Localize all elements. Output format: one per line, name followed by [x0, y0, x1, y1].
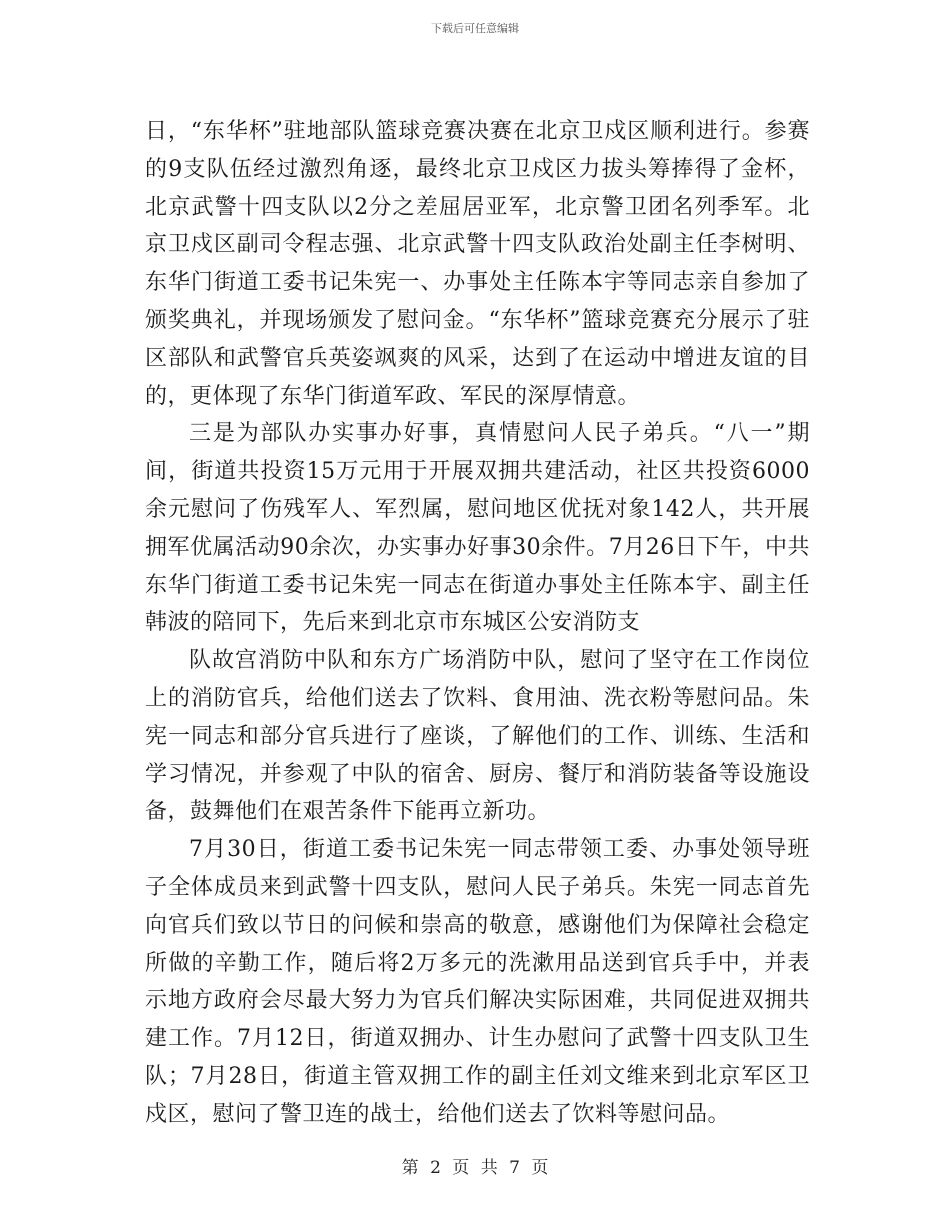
paragraph-3: 队故宫消防中队和东方广场消防中队，慰问了坚守在工作岗位上的消防官兵，给他们送去了饮料、食用油、洗衣粉等慰问品。朱宪一同志和部分官兵进行了座谈，了解他们的工作、训练、生活和学习情况，并参观了中队的宿舍、厨房、餐厅和消防装备等设施设备，鼓舞他们在艰苦条件下能再立新功。	[145, 648, 810, 825]
paragraph-4: 7月30日，街道工委书记朱宪一同志带领工委、办事处领导班子全体成员来到武警十四支队，慰问人民子弟兵。朱宪一同志首先向官兵们致以节日的问候和崇高的敬意，感谢他们为保障社会稳定所做的辛勤工作，随后将2万多元的洗漱用品送到官兵手中，并表示地方政府会尽最大努力为官兵们解决实际困难，共同促进双拥共建工作。7月12日，街道双拥办、计生办慰问了武警十四支队卫生队；7月28日，街道主管双拥工作的副主任刘文维来到北京军区卫戍区，慰问了警卫连的战士，给他们送去了饮料等慰问品。	[145, 837, 810, 1127]
paragraph-2: 三是为部队办实事办好事，真情慰问人民子弟兵。“八一”期间，街道共投资15万元用于开展双拥共建活动，社区共投资6000余元慰问了伤残军人、军烈属，慰问地区优抚对象142人，共开展拥军优属活动90余次，办实事办好事30余件。7月26日下午，中共东华门街道工委书记朱宪一同志在街道办事处主任陈本宇、副主任韩波的陪同下，先后来到北京市东城区公安消防支	[145, 421, 810, 636]
page-number: 第 2 页 共 7 页	[401, 1158, 549, 1178]
paragraph-1: 日，“东华杯”驻地部队篮球竞赛决赛在北京卫戍区顺利进行。参赛的9支队伍经过激烈角逐，最终北京卫戍区力拔头筹捧得了金杯，北京武警十四支队以2分之差屈居亚军，北京警卫团名列季军。北京卫戍区副司令程志强、北京武警十四支队政治处副主任李树明、东华门街道工委书记朱宪一、办事处主任陈本宇等同志亲自参加了颁奖典礼，并现场颁发了慰问金。“东华杯”篮球竞赛充分展示了驻区部队和武警官兵英姿飒爽的风采，达到了在运动中增进友谊的目的，更体现了东华门街道军政、军民的深厚情意。	[145, 119, 810, 409]
document-body	[145, 113, 810, 1134]
page-header-note: 下载后可任意编辑	[431, 22, 519, 35]
